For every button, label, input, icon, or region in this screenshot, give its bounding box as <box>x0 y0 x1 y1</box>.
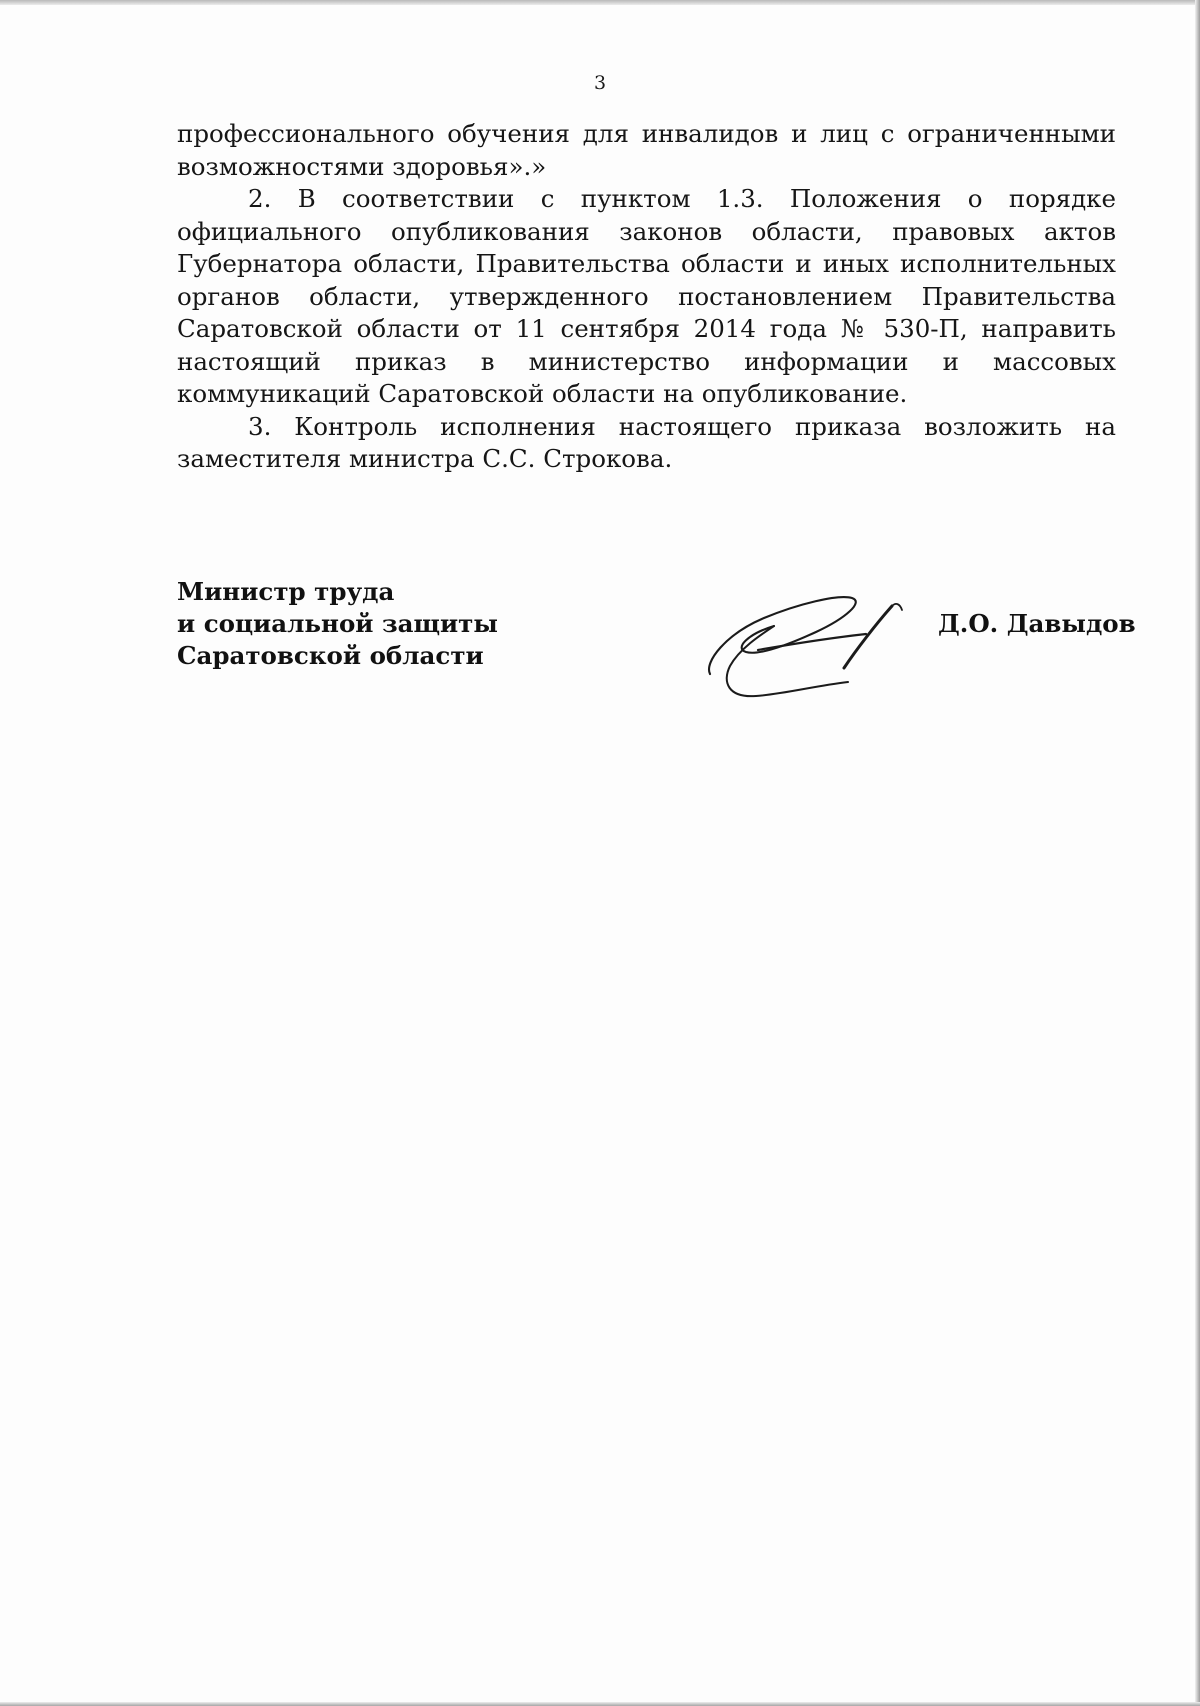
scan-edge-top <box>0 0 1200 5</box>
handwritten-signature-icon <box>696 588 916 706</box>
paragraph-continuation: профессионального обучения для инвалидов и лиц с ограниченными возможностями здоровья».» <box>177 119 1116 181</box>
signatory-title <box>177 576 498 672</box>
page-number: 3 <box>593 72 607 94</box>
signatory-title-line: Саратовской области <box>177 641 484 670</box>
paragraph-2: 2. В соответствии с пунктом 1.3. Положения о порядке официального опубликования законов области, правовых актов Губернатора области, Правительства области и иных исполнительных органов области, утвержденного постановлением Правительства Саратовской области от 11 сентября 2014 года № 530-П, направить настоящий приказ в министерство информации и массовых коммуникаций Саратовской области на опубликование. <box>177 184 1116 408</box>
paragraph-3: 3. Контроль исполнения настоящего приказа возложить на заместителя министра С.С. Строкова. <box>177 411 1116 473</box>
signatory-title-line: и социальной защиты <box>177 609 498 638</box>
scan-edge-bottom <box>0 1702 1200 1706</box>
scan-edge-right <box>1195 0 1200 1706</box>
signatory-name: Д.О. Давыдов <box>938 609 1136 638</box>
document-body <box>177 118 1116 476</box>
signatory-title-line: Министр труда <box>177 577 395 606</box>
